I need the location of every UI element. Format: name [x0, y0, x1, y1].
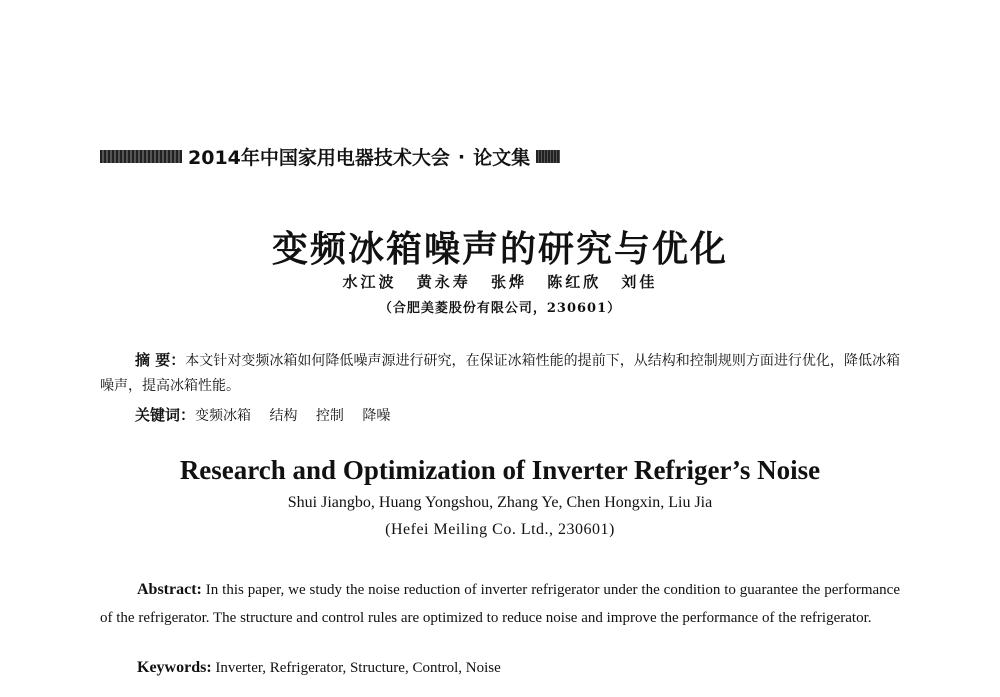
chinese-abstract-text: 本文针对变频冰箱如何降低噪声源进行研究，在保证冰箱性能的提前下，从结构和控制规则方面进行优化，降低冰箱噪声，提高冰箱性能。 — [100, 353, 900, 394]
english-keywords — [137, 659, 501, 677]
english-abstract — [100, 576, 900, 632]
chinese-title: 变频冰箱噪声的研究与优化 — [271, 228, 728, 270]
chinese-abstract — [100, 348, 900, 399]
english-abstract-text: In this paper, we study the noise reduction of inverter refrigerator under the condition to guarantee the performance of the refrigerator. The structure and control rules are optimized to reduce noise and improve the performance of the refrigerator. — [100, 582, 900, 626]
english-keywords-text: Inverter, Refrigerator, Structure, Control, Noise — [215, 660, 501, 676]
chinese-keywords — [135, 404, 390, 425]
english-abstract-label: Abstract: — [137, 581, 202, 598]
english-title: Research and Optimization of Inverter Refriger’s Noise — [179, 455, 821, 485]
chinese-affiliation: （合肥美菱股份有限公司，230601） — [378, 301, 622, 316]
english-keywords-label: Keywords: — [137, 659, 212, 676]
chinese-authors: 水江波 黄永寿 张烨 陈红欣 刘佳 — [342, 273, 658, 291]
header-separator: · — [457, 145, 466, 168]
conference-header — [100, 143, 560, 170]
conference-name: 2014年中国家用电器技术大会 — [188, 147, 450, 169]
chinese-keywords-text: 变频冰箱 结构 控制 降噪 — [195, 408, 391, 424]
header-decoration-right — [536, 150, 560, 163]
header-decoration-left — [100, 150, 182, 163]
collection-name: 论文集 — [473, 147, 531, 169]
english-affiliation: (Hefei Meiling Co. Ltd., 230601) — [385, 521, 615, 538]
chinese-keywords-label: 关键词： — [135, 406, 196, 424]
english-authors: Shui Jiangbo, Huang Yongshou, Zhang Ye, Chen Hongxin, Liu Jia — [287, 494, 713, 511]
chinese-abstract-label: 摘 要： — [135, 351, 186, 369]
